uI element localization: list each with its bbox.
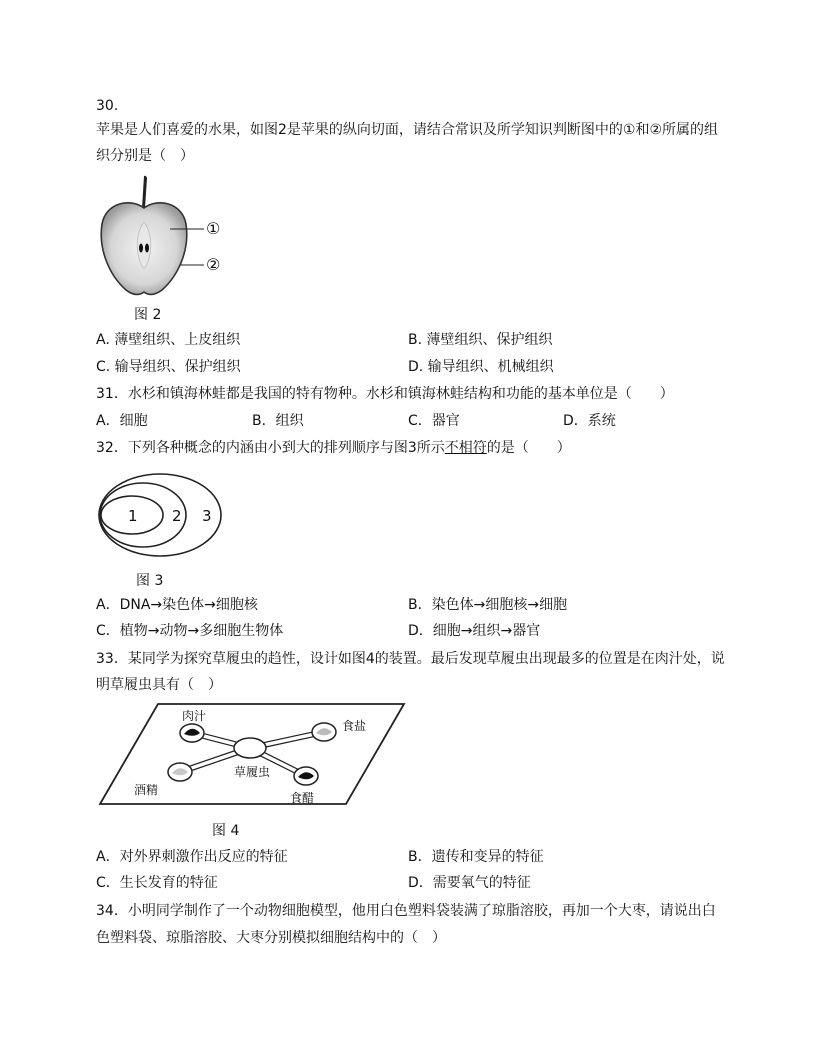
label-salt: 食盐 [342,719,367,733]
paramecium-apparatus-figure [96,700,408,808]
ellipse-label-2: 2 [172,507,182,525]
nested-ellipses-figure [96,470,230,562]
label-paramecium: 草履虫 [234,765,271,779]
q31-option-b: B．组织 [252,413,304,429]
q32-option-a: A．DNA→染色体→细胞核 [96,597,258,613]
apple-seed [145,244,149,253]
q31-option-a: A．细胞 [96,413,148,429]
ellipse-label-3: 3 [202,507,212,525]
q30-stem-line1: 苹果是人们喜爱的水果，如图2是苹果的纵向切面，请结合常识及所学知识判断图中的①和②所属的组 [96,122,719,138]
q30-option-b: B. 薄壁组织、保护组织 [408,332,553,348]
q32-option-b: B．染色体→细胞核→细胞 [408,597,568,613]
q31-option-c: C．器官 [408,413,460,429]
q33-option-b: B．遗传和变异的特征 [408,849,544,865]
q32-option-c: C．植物→动物→多细胞生物体 [96,623,284,639]
label-meat-juice: 肉汁 [182,709,207,723]
q30-option-a: A. 薄壁组织、上皮组织 [96,332,241,348]
q32-stem-pre: 32．下列各种概念的内涵由小到大的排列顺序与图3所示 [96,440,445,456]
q32-stem-underlined: 不相符 [444,440,487,456]
label-alcohol: 酒精 [134,783,159,797]
apple-stem [142,176,147,208]
q30-option-d: D. 输导组织、机械组织 [408,359,554,375]
q30-stem-line2: 织分别是（ ） [96,148,194,164]
ellipse-label-1: 1 [128,507,138,525]
q30-option-c: C. 输导组织、保护组织 [96,359,241,375]
q30-number: 30. [96,98,119,114]
fig4-caption: 图 4 [212,823,240,839]
q32-stem-post: 的是（ ） [486,440,571,456]
q33-option-d: D．需要氧气的特征 [408,875,531,891]
q33-stem-line2: 明草履虫具有（ ） [96,677,222,693]
apple-label-2: ② [206,255,221,274]
q34-stem-line2: 色塑料袋、琼脂溶胶、大枣分别模拟细胞结构中的（ ） [96,930,446,946]
q31-stem: 31．水杉和镇海林蛙都是我国的特有物种。水杉和镇海林蛙结构和功能的基本单位是（ ） [96,386,674,402]
fig2-caption: 图 2 [134,307,162,323]
q32-stem [96,438,571,458]
apple-figure [96,172,236,300]
q33-option-a: A．对外界刺激作出反应的特征 [96,849,288,865]
apple-label-1: ① [206,219,221,238]
label-vinegar: 食醋 [290,791,315,805]
q34-stem-line1: 34．小明同学制作了一个动物细胞模型，他用白色塑料袋装满了琼脂溶胶，再加一个大枣，请说出白 [96,903,716,919]
apple-seed [139,244,143,253]
q32-option-d: D．细胞→组织→器官 [408,623,541,639]
q31-option-d: D．系统 [563,413,616,429]
center-well [234,738,266,758]
fig3-caption: 图 3 [136,573,164,589]
q33-stem-line1: 33．某同学为探究草履虫的趋性，设计如图4的装置。最后发现草履虫出现最多的位置是在肉汁处，说 [96,651,725,667]
q33-option-c: C．生长发育的特征 [96,875,218,891]
